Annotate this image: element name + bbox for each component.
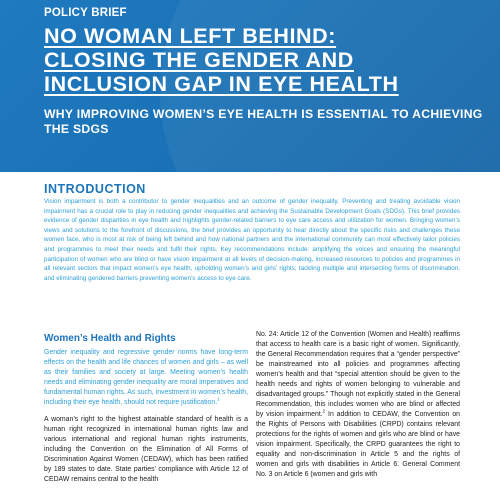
left-column [44, 330, 248, 485]
document-type-label: POLICY BRIEF [44, 7, 127, 19]
rights-lead-text: Gender inequality and regressive gender norms have long-term effects on the health and life chances of women and girls – as well as their families and society at large. Meeting women’s health needs and eliminating gender inequality are moral imperatives and fundamental human rights. As such, investment in women’s health, including their eye health, should not require justification. [44, 349, 248, 406]
footnote-ref: 1 [217, 396, 220, 402]
rights-continued-paragraph [256, 330, 460, 480]
rights-lead-paragraph [44, 348, 248, 407]
footnote-ref: 2 [322, 408, 326, 414]
rights-continued-text-b: In addition to CEDAW, the Convention on the Rights of Persons with Disabilities (CRPD) contains relevant protections for the rights of women and girls who are blind or have vision impairment. Specifically, the CRPD guarantees the right to equality and non-discrimination in Article 5 and the rights of women and girls with disabilities in Article 6. General Comment No. 3 on Article 6 (women and girls with [256, 411, 461, 478]
title-line-3: INCLUSION GAP IN EYE HEALTH [44, 72, 399, 96]
introduction-text: Vision impairment is both a contributor to gender inequalities and an outcome of gender inequality. Preventing and treating avoidable vision impairment has a crucial role to play in reducing gender inequalities and achieving the Sustainable Development Goals (SDGs). This brief provides evidence of gender disparities in eye health and highlights gender-related barriers to eye care access and utilization for women. Bringing women’s views and solutions to the forefront of discussions, the brief provides an opportunity to hear directly about the specific risks and challenges these women face, who is most at risk of being left behind and how national partners and the international community can most effectively tailor policies and programmes to meet their needs and fulfil their rights. Key recommendations include: amplifying the voices and ensuring the meaningful participation of women who are blind or have vision impairment at all levels of decision-making, increased resources to policies and programmes in all relevant sectors that impact women’s eye health, upholding women’s and girls’ rights; tackling multiple and intersecting forms of discrimination, and eliminating gendered barriers preventing women’s access to eye care. [44, 198, 460, 282]
right-column [256, 330, 460, 480]
rights-heading: Women’s Health and Rights [44, 333, 176, 344]
introduction-heading: INTRODUCTION [44, 182, 146, 196]
title-line-2: CLOSING THE GENDER AND [44, 48, 354, 72]
document-subtitle: WHY IMPROVING WOMEN’S EYE HEALTH IS ESSENTIAL TO ACHIEVING THE SDGS [44, 107, 483, 136]
document-title [44, 24, 484, 96]
rights-continued-text-a: No. 24: Article 12 of the Convention (Women and Health) reaffirms that access to health care is a basic right of women. Significantly, the General Recommendation requires that a “gender perspective” be mainstreamed into all policies and programmes affecting women’s health and that “special attention should be given to the health needs and rights of women belonging to vulnerable and disadvantaged groups.” Though not explicitly stated in the General Recommendation, this includes women who are blind or affected by vision impairment. [256, 331, 460, 418]
title-line-1: NO WOMAN LEFT BEHIND: [44, 24, 337, 48]
header-banner [0, 0, 500, 172]
rights-body-paragraph: A woman’s right to the highest attainable standard of health is a human right recognized in international human rights law and various international and regional human rights instruments, including the Convention on the Elimination of All Forms of Discrimination Against Women (CEDAW), which has been ratified by 189 states to date. State parties’ compliance with Article 12 of CEDAW remains central to the health [44, 416, 248, 484]
